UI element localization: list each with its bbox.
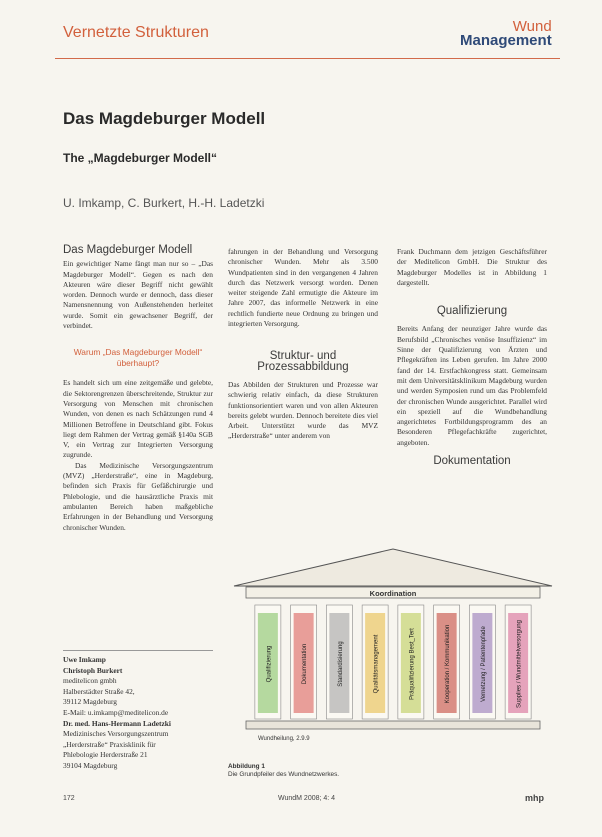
figure-caption — [228, 763, 468, 779]
heading-dokumentation: Dokumentation — [433, 455, 511, 468]
caption-title: Abbildung 1 — [228, 763, 265, 770]
pillar-label: Qualitätsmanagement — [373, 634, 380, 694]
address-rule — [63, 650, 213, 651]
contact-org-3: „Herderstraße“ Praxisklinik für — [63, 739, 156, 749]
col1-paragraph-1: Ein gewichtiger Name fängt man nur so – „Das Magdeburger Modell“. Gegen es nach den Akteuren wäre dieser Begriff nicht gewählt worden. Dennoch wurde er dennoch, dass dieser Namensnennung von Außenstehenden herleitet wurde. Somit ein gewachsener Begriff, der verbindet. — [63, 259, 213, 331]
roof — [234, 549, 552, 586]
pillar-label: Kooperation / Kommunikation — [445, 624, 452, 704]
pillar-label: Supplies / Wundmittelversorgung — [516, 620, 523, 708]
header-rule — [55, 58, 560, 59]
publisher-logo: mhp — [525, 793, 544, 803]
question-heading: Warum „Das Magdeburger Modell“ überhaupt? — [73, 347, 203, 369]
heading-qualifizierung: Qualifizierung — [436, 305, 508, 318]
col2-paragraph-2: Das Abbilden der Strukturen und Prozesse war schwierig relativ einfach, da diese Strukturen funktionsorientiert waren und von allen Akteuren bereits gelebt wurden. Dennoch bereitete dies viel Arbeit. Unterstützt wurde das MVZ „Herderstraße“ unter anderem von — [228, 379, 378, 441]
contact-street-1: Halberstädter Straße 42, — [63, 686, 135, 696]
coordination-label: Koordination — [369, 589, 417, 598]
contact-org-2: Medizinisches Versorgungszentrum — [63, 729, 169, 739]
contact-org-4: Phlebologie Herderstraße 21 — [63, 750, 148, 760]
heading-struktur: Struktur- und Prozessabbildung — [257, 350, 349, 373]
pillar-label: Präqualifizierung Best_Tert — [409, 628, 416, 700]
col2-paragraph-1: fahrungen in der Behandlung und Versorgung chronischer Wunden. Mehr als 3.500 Wundpatienten sind in den vergangenen 4 Jahren durch das Netzwerk versorgt worden. Denen weiter steigende Zahl ermutigte die Akteure im Jahre 2007, das informelle Netzwerk in eine rechtlich fundierte neue Ordnung zu bringen und integrierten Versorgung. — [228, 247, 378, 329]
pillar-label: Vernetzung / Patientenpfade — [480, 626, 487, 702]
logo-line2: Management — [460, 32, 552, 49]
article-subtitle: The „Magdeburger Modell“ — [63, 151, 218, 165]
caption-text: Die Grundpfeiler des Wundnetzwerkes. — [228, 771, 340, 778]
column-2 — [228, 247, 378, 442]
pillars — [255, 605, 531, 719]
contact-org-1: meditelicon gmbh — [63, 676, 117, 686]
journal-logo — [460, 20, 552, 48]
base-label: Wundheilung, 2.9.9 — [258, 736, 310, 742]
column-3 — [397, 247, 547, 466]
contact-name-3: Dr. med. Hans-Hermann Ladetzki — [63, 718, 171, 728]
section-tag: Vernetzte Strukturen — [63, 24, 209, 41]
pillar-label: Standardisierung — [337, 641, 344, 687]
address-block — [63, 655, 223, 772]
base-foundation — [246, 721, 540, 729]
heading-magdeburger-modell: Das Magdeburger Modell — [63, 244, 193, 256]
logo-line1: Wund — [512, 18, 552, 35]
col1-paragraph-2: Es handelt sich um eine zeitgemäße und gelebte, die Sektorengrenzen überschreitende, Struktur zur Versorgung von Menschen mit chronischen Wunden, von denen es nach Schätzungen rund 4 Millionen Betroffene in Deutschland gibt. Fokus liegt dem Rahmen der Vertrag gemäß §140a SGB V, ein Vertrag zur Integrierten Versorgung zugrunde. — [63, 378, 213, 460]
article-title: Das Magdeburger Modell — [63, 109, 266, 128]
contact-email-1[interactable]: E-Mail: u.imkamp@meditelicon.de — [63, 707, 169, 717]
col1-paragraph-3: Das Medizinische Versorgungszentrum (MVZ) „Herderstraße“, eine in Magdeburg, befinden sich Praxis für Gefäßchirurgie und Phlebologie, und die hausärztliche Praxis mit ambulanten Bereich haben maßgebliche Erfahrungen in der Behandlung und Versorgung chronischer Wunden. — [63, 460, 213, 532]
column-1 — [63, 244, 213, 532]
col3-paragraph-1: Frank Duchmann dem jetzigen Geschäftsführer der Meditelicon GmbH. Die Struktur des Magdeburger Modelles ist in Abbildung 1 dargestellt. — [397, 247, 547, 287]
page-number: 172 — [63, 795, 75, 802]
journal-reference: WundM 2008; 4: 4 — [278, 795, 336, 802]
col3-paragraph-2: Bereits Anfang der neunziger Jahre wurde das Berufsbild „Chronisches venöse Insuffizienz“ im Sinne der Qualifizierung von Ärzten und Pflegekräften ins Leben gerufen. Im Jahre 2000 fand der 14. Erstfachkongress statt. Gemeinsam mit dem Universitätsklinikum Magdeburg wurden und werden Symposien rund um das Problemfeld der chronischen Wunde ausgerichtet. Parallel wird ein speziell auf die Wundbehandlung angerichtetes Fortbildungsprogramm des an Besonderen Pflegefachkräfte zugerichtet, angeboten. — [397, 324, 547, 447]
article-authors: U. Imkamp, C. Burkert, H.-H. Ladetzki — [63, 196, 265, 210]
pillar-label: Dokumentation — [302, 643, 309, 685]
contact-name-1: Uwe Imkamp — [63, 655, 106, 664]
contact-city-2: 39104 Magdeburg — [63, 760, 118, 770]
contact-city-1: 39112 Magdeburg — [63, 697, 117, 707]
pillar-label: Qualifizierung — [266, 645, 273, 683]
figure-house-diagram — [228, 545, 558, 750]
contact-name-2: Christoph Burkert — [63, 665, 123, 675]
